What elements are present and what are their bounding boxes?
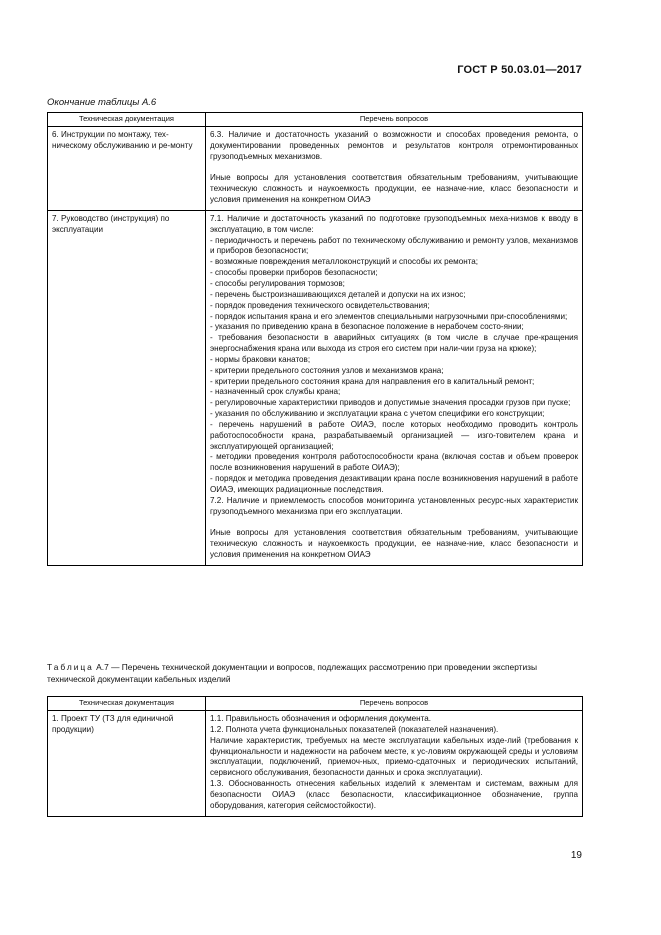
question-paragraph: 1.3. Обоснованность отнесения кабельных изделий к элементам и системам, важным для безопасности ОИАЭ (класс безопасности, классификационное обозначение, группа оборудования, категория сейсмостойкости).: [210, 779, 578, 810]
question-paragraph: 1.1. Правильность обозначения и оформления документа.: [210, 714, 431, 723]
column-header-documentation: Техническая документация: [48, 697, 206, 711]
question-paragraph: - порядок испытания крана и его элементов специальными нагрузочными при-способлениями;: [210, 311, 568, 321]
table-a7-caption: [47, 661, 582, 685]
question-paragraph: - требования безопасности в аварийных ситуациях (в том числе в случае пре-кращения энергоснабжения крана или выхода из строя его систем при нали-чии груза на крюке);: [210, 333, 578, 354]
document-header-id: ГОСТ Р 50.03.01—2017: [457, 64, 582, 76]
question-paragraph: 7.2. Наличие и приемлемость способов мониторинга установленных ресурс-ных характеристик грузоподъемного механизма при его эксплуатации.: [210, 495, 578, 516]
documentation-cell: 7. Руководство (инструкция) по эксплуатации: [48, 210, 206, 565]
question-paragraph: - указания по обслуживанию и эксплуатации крана с учетом специфики его конструкции;: [210, 409, 545, 419]
question-paragraph: - нормы браковки канатов;: [210, 354, 311, 364]
question-paragraph: - возможные повреждения металлоконструкций и способы их ремонта;: [210, 257, 479, 267]
documentation-cell: 1. Проект ТУ (ТЗ для единичной продукции): [48, 711, 206, 817]
table-a6-caption: Окончание таблицы А.6: [47, 97, 157, 108]
question-paragraph: - назначенный срок службы крана;: [210, 387, 341, 397]
question-paragraph: Иные вопросы для установления соответствия обязательным требованиям, учитывающие техническую сложность и наукоемкость продукции, ее назначе-ние, класс безопасности и условия применения на конкретном ОИАЭ: [210, 528, 578, 560]
question-paragraph: - критерии предельного состояния узлов и механизмов крана;: [210, 365, 444, 375]
table-header-row: [48, 113, 583, 127]
questions-cell: [206, 127, 583, 211]
question-paragraph: - способы регулирования тормозов;: [210, 278, 345, 288]
questions-cell: [206, 210, 583, 565]
page-number: 19: [570, 850, 582, 861]
question-paragraph: - периодичность и перечень работ по техническому обслуживанию и ремонту узлов, механизмов и приборов безопасности;: [210, 235, 578, 256]
table-header-row: [48, 697, 583, 711]
table-a6-body: [48, 127, 583, 566]
table-a7-caption-text: А.7 — Перечень технической документации и вопросов, подлежащих рассмотрению при проведении экспертизы технической документации кабельных изделий: [47, 662, 538, 684]
question-paragraph: - регулировочные характеристики приводов и допустимые значения просадки грузов при пуске;: [210, 398, 571, 408]
table-a7: [47, 696, 583, 817]
table-row: [48, 711, 583, 817]
table-a6: [47, 112, 583, 566]
table-a7-body: [48, 711, 583, 817]
question-paragraph: 7.1. Наличие и достаточность указаний по подготовке грузоподъемных меха-низмов к вводу в эксплуатацию, в том числе:: [210, 213, 578, 234]
question-paragraph: - критерии предельного состояния крана для направления его в капитальный ремонт;: [210, 376, 535, 386]
column-header-questions: Перечень вопросов: [206, 697, 583, 711]
column-header-questions: Перечень вопросов: [206, 113, 583, 127]
table-a7-caption-label: Таблица: [47, 662, 94, 672]
question-paragraph: - способы проверки приборов безопасности;: [210, 268, 378, 278]
question-paragraph: Иные вопросы для установления соответствия обязательным требованиям, учитывающие техническую сложность и наукоемкость продукции, ее назначе-ние, класс безопасности и условия применения на конкретном ОИАЭ: [210, 173, 578, 205]
question-paragraph: 1.2. Полнота учета функциональных показателей (показателей назначения).: [210, 724, 499, 734]
question-paragraph: - порядок и методика проведения дезактивации крана после возникновения нарушений в работе ОИАЭ, имеющих радиационные последствия.: [210, 474, 578, 494]
question-paragraph: - перечень быстроизнашивающихся деталей и допуски на их износ;: [210, 289, 466, 299]
question-paragraph: 6.3. Наличие и достаточность указаний о возможности и способах проведения ремонта, о документировании проведенных ремонтов и результатов контроля отремонтированных грузоподъемных механизмов.: [210, 130, 578, 161]
question-paragraph: - порядок проведения технического освидетельствования;: [210, 300, 430, 310]
documentation-cell: 6. Инструкции по монтажу, тех-ническому обслуживанию и ре-монту: [48, 127, 206, 211]
question-paragraph: - перечень нарушений в работе ОИАЭ, после которых необходимо проводить контроль работоспособности крана, разрабатываемый организацией — изго-товителем крана и эксплуатирующей организацией;: [210, 419, 578, 451]
table-row: [48, 210, 583, 565]
paragraph-gap: [210, 518, 578, 529]
paragraph-gap: [210, 163, 578, 174]
questions-cell: [206, 711, 583, 817]
question-paragraph: Наличие характеристик, требуемых на месте эксплуатации кабельных изде-лий (требования к функциональности и надежности на рабочем месте, к ус-ловиям окружающей среды и условиям эксплуатации, подключений, приемоч-ных, приемо-сдаточных и периодических испытаний, сервисного обслуживания, безопасности данных и срока эксплуатации).: [210, 735, 578, 778]
question-paragraph: - указания по приведению крана в безопасное положение в нерабочем состо-янии;: [210, 322, 524, 332]
column-header-documentation: Техническая документация: [48, 113, 206, 127]
table-row: [48, 127, 583, 211]
question-paragraph: - методики проведения контроля работоспособности крана (включая состав и объем проверок после возникновения нарушений в работе ОИАЭ);: [210, 452, 578, 473]
